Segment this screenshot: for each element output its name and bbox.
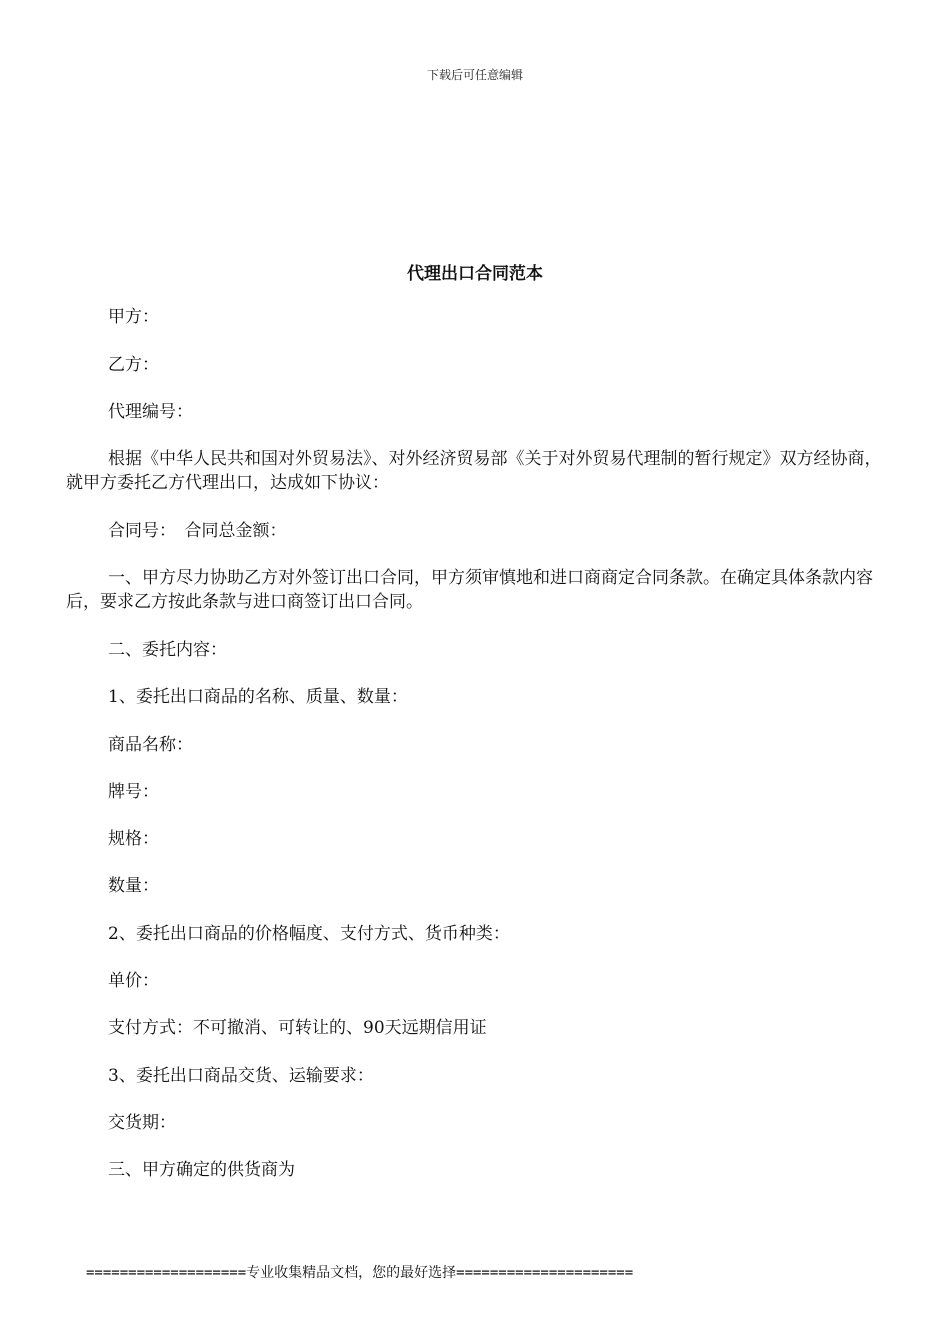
quantity-line: 数量：	[108, 876, 159, 896]
preamble-paragraph: 根据《中华人民共和国对外贸易法》、对外经济贸易部《关于对外贸易代理制的暂行规定》双方经协商，就甲方委托乙方代理出口，达成如下协议：	[66, 449, 882, 493]
party-a-line: 甲方：	[108, 307, 159, 327]
delivery-period-line: 交货期：	[108, 1113, 176, 1133]
unit-price-line: 单价：	[108, 971, 159, 991]
clause-two-heading: 二、委托内容：	[108, 640, 227, 660]
clause-three-line: 三、甲方确定的供货商为	[108, 1160, 295, 1180]
item-two-heading: 2、委托出口商品的价格幅度、支付方式、货币种类：	[108, 924, 510, 944]
party-b-line: 乙方：	[108, 355, 159, 375]
document-title: 代理出口合同范本	[407, 264, 543, 284]
item-one-heading: 1、委托出口商品的名称、质量、数量：	[108, 687, 408, 707]
item-three-heading: 3、委托出口商品交货、运输要求：	[108, 1066, 374, 1086]
agency-number-line: 代理编号：	[108, 402, 193, 422]
product-name-line: 商品名称：	[108, 735, 193, 755]
payment-method-line: 支付方式：不可撤消、可转让的、90天远期信用证	[108, 1018, 487, 1038]
brand-line: 牌号：	[108, 782, 159, 802]
specification-line: 规格：	[108, 829, 159, 849]
clause-one-paragraph: 一、甲方尽力协助乙方对外签订出口合同，甲方须审慎地和进口商商定合同条款。在确定具体条款内容后，要求乙方按此条款与进口商签订出口合同。	[66, 568, 873, 612]
page-footer-banner: ===================专业收集精品文档，您的最好选择=====================	[86, 1265, 634, 1281]
page-header-note: 下载后可任意编辑	[426, 68, 523, 82]
contract-number-line: 合同号： 合同总金额：	[108, 521, 287, 541]
